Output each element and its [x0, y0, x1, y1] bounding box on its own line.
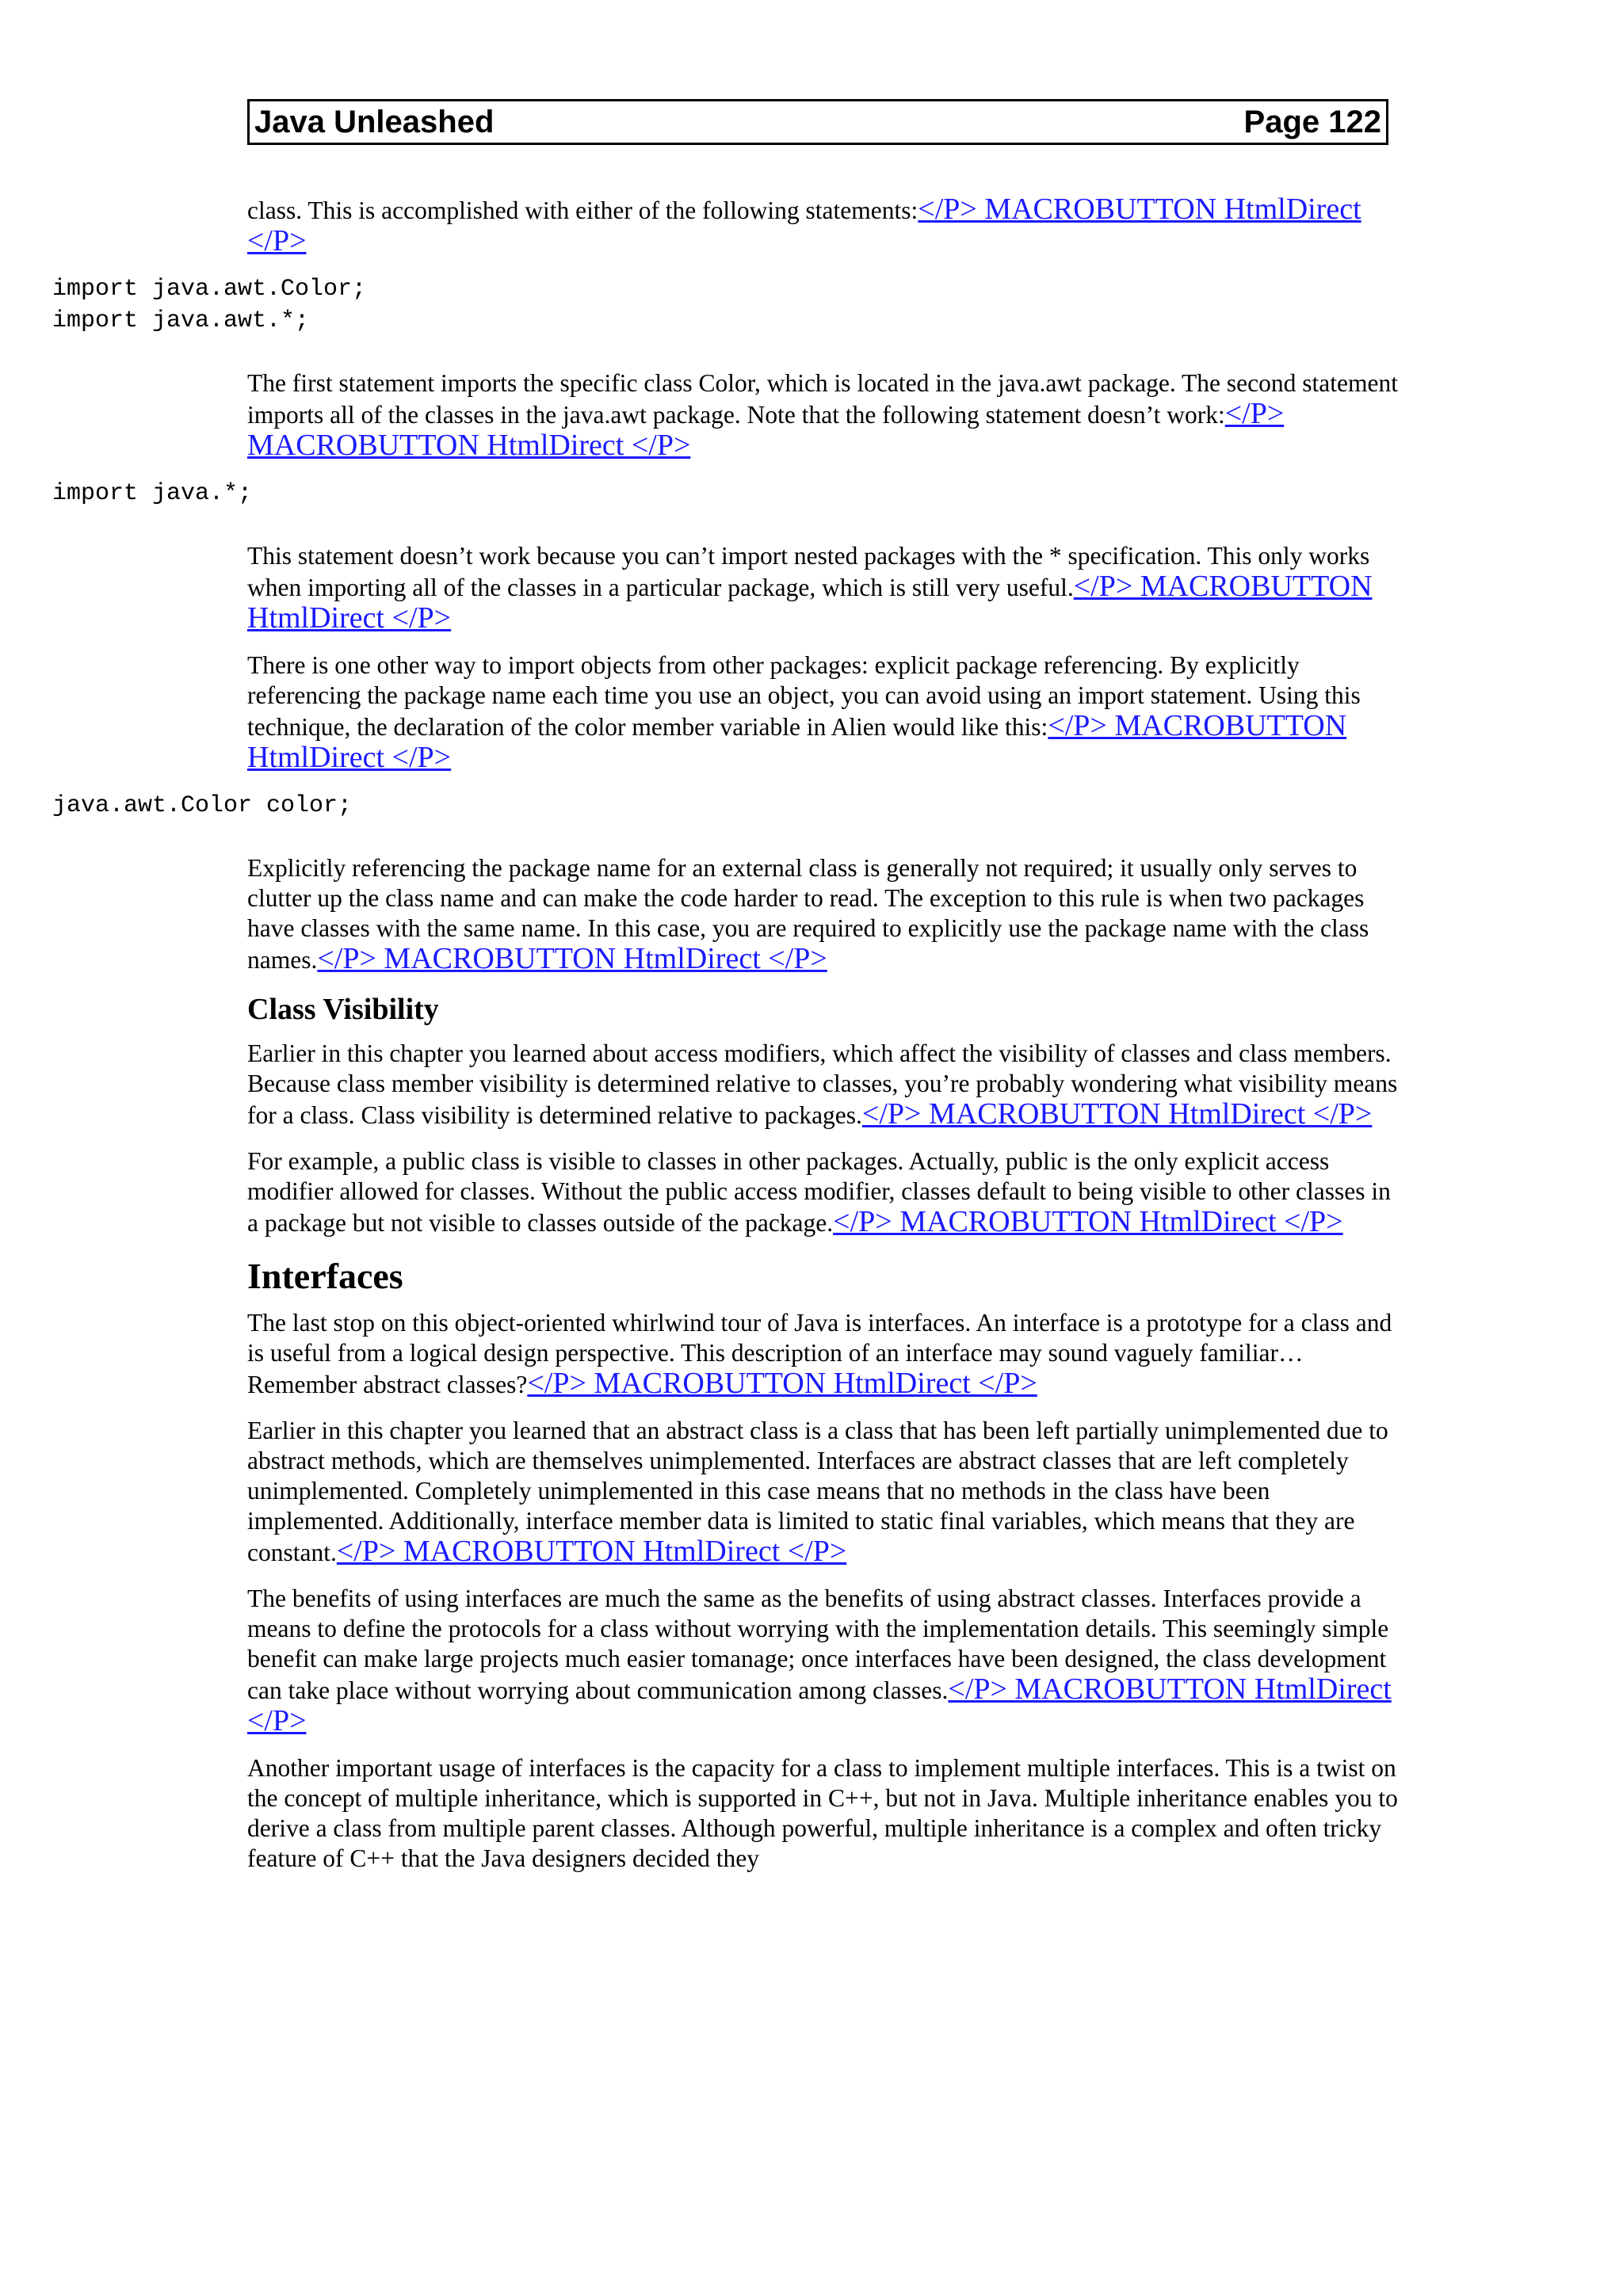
paragraph [247, 1308, 1398, 1400]
paragraph [247, 1584, 1398, 1737]
paragraph [247, 1753, 1398, 1874]
paragraph-text: Earlier in this chapter you learned about access modifiers, which affect the visibility of classes and class members. Because class member visibility is determined relative to classes, you’re probably wondering what visibility means for a class. Class visibility is determined relative to packages. [247, 1039, 1398, 1129]
paragraph-text: The benefits of using interfaces are much the same as the benefits of using abstract classes. Interfaces provide a means to define the protocols for a class without worrying with the implementation details. This seemingly simple benefit can make large projects much easier tomanage; once interfaces have been designed, the class development can take place without worrying about communication among classes. [247, 1585, 1389, 1704]
macrobutton-link[interactable]: </P> MACROBUTTON HtmlDirect </P> [861, 1097, 1373, 1131]
paragraph [247, 650, 1398, 774]
macrobutton-link[interactable]: </P> MACROBUTTON HtmlDirect </P> [247, 397, 1285, 462]
macrobutton-link[interactable]: </P> MACROBUTTON HtmlDirect </P> [317, 942, 827, 975]
section-heading: Interfaces [247, 1256, 403, 1296]
book-title: Java Unleashed [254, 104, 495, 139]
paragraph-text: This statement doesn’t work because you can’t import nested packages with the * specification. This only works when importing all of the classes in a particular package, which is still very useful. [247, 542, 1370, 601]
page-header [247, 99, 1388, 145]
paragraph-text: For example, a public class is visible to classes in other packages. Actually, public is the only explicit access modifier allowed for classes. Without the public access modifier, classes default to being visible to other classes in a package but not visible to classes outside of the package. [247, 1147, 1391, 1237]
paragraph-text: There is one other way to import objects from other packages: explicit package referencing. By explicitly referencing the package name each time you use an object, you can avoid using an import statement. Using this technique, the declaration of the color member variable in Alien would like this: [247, 651, 1361, 741]
paragraph-text: The last stop on this object-oriented whirlwind tour of Java is interfaces. An interface is a prototype for a class and is useful from a logical design perspective. This description of an interface may sound vaguely familiar… Remember abstract classes? [247, 1309, 1392, 1398]
macrobutton-link[interactable]: </P> MACROBUTTON HtmlDirect </P> [247, 570, 1373, 635]
paragraph [247, 1146, 1398, 1238]
paragraph-text: class. This is accomplished with either of the following statements: [247, 196, 918, 224]
macrobutton-link[interactable]: </P> MACROBUTTON HtmlDirect </P> [247, 1672, 1392, 1737]
paragraph-text: Another important usage of interfaces is the capacity for a class to implement multiple interfaces. This is a twist on the concept of multiple inheritance, which is supported in C++, but not in Java. Multiple inheritance enables you to derive a class from multiple parent classes. Although powerful, multiple inheritance is a complex and often tricky feature of C++ that the Java designers decided they [247, 1754, 1398, 1872]
paragraph [247, 853, 1398, 975]
paragraph-text: Earlier in this chapter you learned that an abstract class is a class that has been left partially unimplemented due to abstract methods, which are themselves unimplemented. Interfaces are abstract classes that are left completely unimplemented. Completely unimplemented in this case means that no methods in the class have been implemented. Additionally, interface member data is limited to static final variables, which means that they are constant. [247, 1417, 1388, 1566]
page-number: Page 122 [1243, 104, 1381, 139]
macrobutton-link[interactable]: </P> MACROBUTTON HtmlDirect </P> [247, 709, 1347, 774]
macrobutton-link[interactable]: </P> MACROBUTTON HtmlDirect </P> [833, 1205, 1343, 1238]
code-block: java.awt.Color color; [52, 792, 353, 819]
macrobutton-link[interactable]: </P> MACROBUTTON HtmlDirect </P> [336, 1535, 847, 1568]
paragraph [247, 368, 1398, 462]
paragraph [247, 1416, 1398, 1568]
code-block: import java.awt.Color; import java.awt.*; [52, 276, 367, 334]
paragraph-text: Explicitly referencing the package name for an external class is generally not required; it usually only serves to clutter up the class name and can make the code harder to read. The exception to this rule is when two packages have classes with the same name. In this case, you are required to explicitly use the package name with the class names. [247, 854, 1369, 974]
paragraph-text: The first statement imports the specific class Color, which is located in the java.awt package. The second statement imports all of the classes in the java.awt package. Note that the following statement doesn’t work: [247, 369, 1398, 429]
macrobutton-link[interactable]: </P> MACROBUTTON HtmlDirect </P> [527, 1367, 1037, 1400]
code-block: import java.*; [52, 480, 253, 507]
paragraph [247, 541, 1398, 635]
paragraph [247, 194, 1398, 257]
document-body [0, 194, 1623, 1890]
paragraph [247, 1039, 1398, 1131]
macrobutton-link[interactable]: </P> MACROBUTTON HtmlDirect </P> [247, 193, 1361, 257]
subsection-heading: Class Visibility [247, 993, 439, 1026]
